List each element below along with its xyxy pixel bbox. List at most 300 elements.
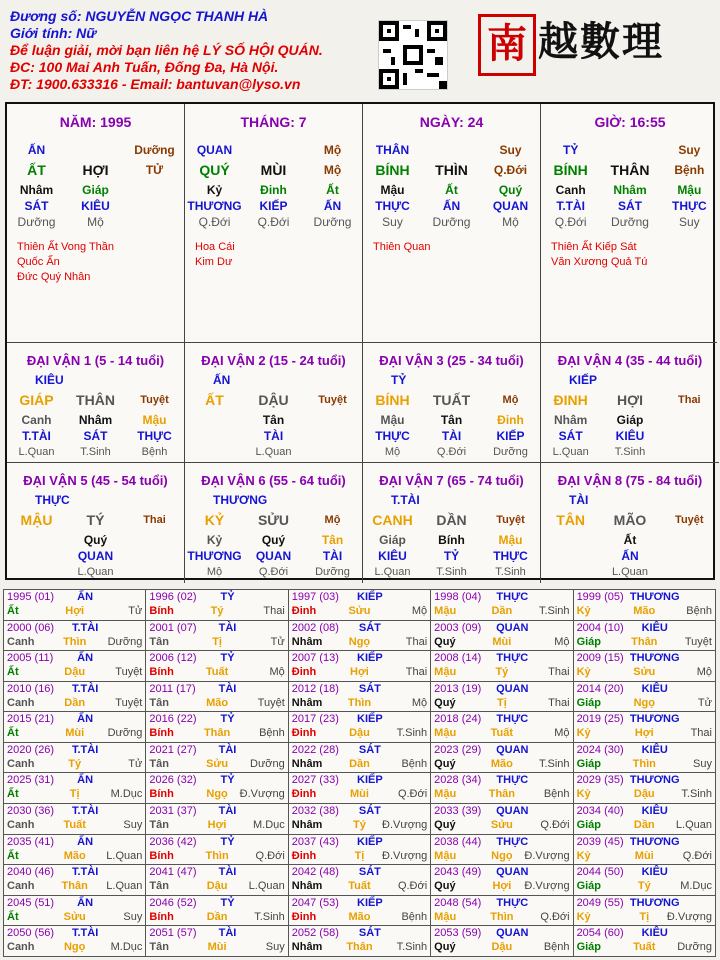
year-branch: Mùi	[349, 788, 369, 801]
address-line: ĐC: 100 Mai Anh Tuấn, Đống Đa, Hà Nội.	[10, 59, 279, 75]
hidden-stage: Suy	[678, 215, 700, 229]
year-label: 2047 (53)	[291, 896, 339, 909]
hidden-god: T.TÀI	[556, 199, 585, 213]
year-cell	[288, 926, 430, 957]
dai-van-grid	[7, 342, 717, 582]
year-stage: Mộ	[411, 696, 428, 709]
year-stage: Tử	[270, 635, 285, 648]
dv-hidden-stem: Đinh	[497, 413, 524, 427]
year-stem: Quý	[434, 880, 456, 893]
pillar-stage: Suy	[678, 143, 701, 157]
dv-hidden-stem	[541, 532, 600, 548]
year-cell	[288, 620, 430, 651]
dai-van-stem: GIÁP	[19, 392, 54, 408]
year-god: SÁT	[358, 927, 381, 940]
year-branch: Thân	[61, 880, 88, 893]
pillar-3	[541, 104, 719, 342]
year-god: THƯƠNG	[629, 713, 680, 726]
dai-van-4	[541, 343, 719, 463]
pillar-title: GIỜ: 16:55	[594, 114, 666, 130]
pillar-branch-stage: TỬ	[145, 163, 164, 177]
year-stage: T.Sinh	[681, 788, 712, 801]
pillar-branch: HỢI	[82, 162, 109, 178]
gender-label: Giới tính:	[10, 25, 73, 41]
dv-hidden-stem: Tân	[262, 413, 285, 427]
hidden-stem: Ất	[445, 183, 458, 197]
year-label: 2030 (36)	[7, 805, 55, 818]
year-god: KIÊU	[641, 805, 668, 818]
year-stem: Canh	[7, 819, 35, 832]
year-cell	[288, 712, 430, 743]
dai-van-2	[185, 343, 363, 463]
hidden-stem: Đinh	[260, 183, 287, 197]
year-god: THƯƠNG	[629, 896, 680, 909]
pillar-blank	[66, 142, 125, 158]
dai-van-stage: Mộ	[324, 514, 341, 526]
dv-hidden-stage	[541, 564, 600, 580]
year-stem: Quý	[434, 696, 456, 709]
year-stage: Suy	[123, 819, 143, 832]
year-cell	[288, 804, 430, 835]
dv-hidden-stem: Giáp	[379, 533, 406, 547]
dv-hidden-stage: T.Sinh	[495, 566, 526, 578]
dv-hidden-god: THƯƠNG	[187, 549, 242, 563]
dv-hidden-stem: Quý	[83, 533, 108, 547]
hidden-stage: Dưỡng	[17, 215, 56, 229]
year-stem: Ất	[7, 666, 19, 679]
pillar-god: QUAN	[196, 143, 233, 157]
year-label: 2029 (35)	[576, 774, 624, 787]
year-label: 2002 (08)	[291, 621, 339, 634]
year-god: QUAN	[496, 682, 529, 695]
dv-hidden-stage	[303, 444, 362, 460]
year-stage: Bệnh	[401, 757, 428, 770]
year-god: KIẾP	[357, 774, 383, 787]
year-god: TÀI	[218, 621, 237, 634]
year-stem: Mậu	[434, 788, 457, 801]
year-god: SÁT	[358, 805, 381, 818]
hidden-stem: Nhâm	[613, 183, 647, 197]
year-branch: Tý	[68, 757, 82, 770]
year-cell	[573, 804, 715, 835]
pillar-0	[7, 104, 185, 342]
year-god: THỰC	[496, 591, 529, 603]
dai-van-stage: Tuyệt	[675, 514, 704, 526]
year-label: 2052 (58)	[291, 927, 339, 940]
year-branch: Tuất	[490, 727, 514, 740]
year-branch: Dậu	[633, 788, 655, 801]
year-label: 2003 (09)	[434, 621, 482, 634]
year-stage: Đ.Vượng	[524, 880, 570, 893]
year-stem: Ất	[7, 605, 19, 617]
hidden-god: THỰC	[375, 199, 410, 213]
year-label: 2025 (31)	[7, 774, 55, 787]
hidden-stage: Dưỡng	[313, 215, 352, 229]
year-label: 2015 (21)	[7, 713, 55, 726]
year-branch: Ngọ	[348, 635, 371, 648]
year-branch: Tý	[637, 880, 651, 893]
pillar-blank	[244, 142, 303, 158]
year-label: 2000 (06)	[7, 621, 55, 634]
year-stage: Bệnh	[401, 910, 428, 923]
year-stage: Bệnh	[543, 941, 570, 954]
star-line: Thiên Ất Kiếp Sát	[551, 241, 637, 253]
year-branch: Sửu	[63, 910, 86, 923]
year-row	[4, 742, 716, 773]
year-branch: Sửu	[348, 605, 371, 617]
year-label: 2004 (10)	[576, 621, 624, 634]
hidden-god: KIẾP	[259, 199, 288, 213]
pillar-stem: BÍNH	[375, 162, 410, 178]
hidden-stage: Dưỡng	[432, 215, 471, 229]
dai-van-stage: Tuyệt	[140, 394, 169, 406]
dai-van-title: ĐẠI VẬN 2 (15 - 24 tuổi)	[201, 353, 346, 368]
year-stage: Thai	[405, 635, 428, 648]
year-stem: Bính	[149, 788, 174, 801]
year-branch: Hợi	[350, 666, 369, 679]
dv-hidden-stem: Giáp	[616, 413, 644, 427]
dai-van-title: ĐẠI VẬN 4 (35 - 44 tuổi)	[557, 353, 703, 368]
dai-van-branch: TUẤT	[432, 392, 471, 408]
dv-hidden-god	[660, 428, 719, 444]
pillar-branch: THÂN	[610, 162, 650, 178]
year-label: 2041 (47)	[149, 866, 197, 879]
year-label: 2020 (26)	[7, 743, 55, 756]
year-stage: Mộ	[411, 605, 428, 617]
year-cell	[4, 773, 146, 804]
year-label: 2012 (18)	[291, 682, 339, 695]
year-god: ẤN	[77, 774, 94, 787]
year-stem: Quý	[434, 941, 456, 954]
year-god: TỶ	[220, 835, 235, 848]
year-stem: Ất	[7, 849, 19, 862]
year-branch: Sửu	[633, 666, 656, 679]
year-stage: Đ.Vượng	[382, 849, 428, 862]
year-row	[4, 773, 716, 804]
year-branch: Thìn	[63, 635, 87, 648]
year-stem: Kỷ	[576, 849, 591, 862]
dv-hidden-stage: Mộ	[384, 446, 401, 458]
year-god: T.TÀI	[71, 682, 99, 695]
star-line: Thiên Quan	[373, 241, 431, 253]
year-cell	[4, 865, 146, 896]
hidden-god: ẤN	[323, 199, 342, 213]
year-stem: Bính	[149, 849, 174, 862]
dai-van-title: ĐẠI VẬN 8 (75 - 84 tuổi)	[557, 473, 703, 488]
year-stem: Ất	[7, 727, 19, 740]
year-label: 2011 (17)	[149, 682, 196, 695]
year-label: 2034 (40)	[576, 805, 624, 818]
contact-line: Để luận giải, mời bạn liên hệ LÝ SỐ HỘI QUÁN.	[10, 42, 323, 58]
year-branch: Tị	[212, 635, 222, 648]
year-cell	[4, 712, 146, 743]
year-cell	[4, 742, 146, 773]
year-branch: Ngọ	[206, 788, 228, 801]
year-cell	[146, 865, 288, 896]
year-cell	[288, 651, 430, 682]
header-info	[10, 8, 323, 93]
year-stage: L.Quan	[248, 880, 285, 893]
hidden-stage: Dưỡng	[611, 215, 649, 229]
dai-van-stage: Thai	[143, 514, 166, 526]
year-god: TÀI	[218, 743, 237, 756]
year-god: KIÊU	[641, 866, 668, 879]
year-label: 2035 (41)	[7, 835, 55, 848]
year-cell	[431, 773, 573, 804]
year-god: SÁT	[358, 682, 381, 695]
year-stage: Thai	[548, 696, 570, 709]
year-stage: Thai	[405, 666, 428, 679]
year-branch: Tuất	[633, 941, 656, 954]
year-branch: Sửu	[490, 819, 513, 832]
dv-hidden-stem: Ất	[623, 533, 637, 547]
dv-hidden-god: THỰC	[493, 549, 528, 563]
year-god: THƯƠNG	[629, 652, 680, 665]
year-stage: Tuyệt	[115, 696, 143, 709]
pillar-branch-stage: Bệnh	[674, 163, 705, 177]
year-stage: Dưỡng	[107, 727, 143, 740]
year-cell	[146, 926, 288, 957]
year-branch: Thân	[346, 941, 373, 954]
dai-van-god: KIẾP	[569, 373, 598, 387]
year-branch: Ngọ	[633, 696, 655, 709]
dv-hidden-god	[7, 548, 66, 564]
year-cell	[146, 895, 288, 926]
dv-hidden-stage: L.Quan	[374, 566, 411, 578]
dv-hidden-god: TỶ	[443, 549, 460, 563]
dai-van-branch: THÂN	[76, 392, 115, 408]
year-stem: Nhâm	[291, 757, 323, 770]
dv-hidden-stage	[660, 564, 719, 580]
dai-van-god: KIÊU	[35, 373, 64, 387]
year-stage: Tử	[128, 605, 143, 617]
pillar-stem: QUÝ	[199, 162, 230, 178]
owner-name: NGUYỄN NGỌC THANH HÀ	[85, 8, 269, 24]
dai-van-3	[363, 343, 541, 463]
year-stem: Quý	[434, 757, 456, 770]
year-stage: T.Sinh	[254, 910, 285, 923]
dv-hidden-god	[303, 428, 362, 444]
dai-van-stage: Thai	[678, 394, 701, 406]
year-cell	[4, 651, 146, 682]
dv-hidden-god: KIÊU	[615, 429, 645, 443]
year-cell	[431, 742, 573, 773]
dai-van-title: ĐẠI VẬN 1 (5 - 14 tuổi)	[26, 353, 165, 368]
year-cell	[573, 865, 715, 896]
dv-hidden-stem	[303, 412, 362, 428]
year-stem: Đinh	[291, 727, 317, 740]
year-god: THƯƠNG	[629, 835, 680, 848]
year-cell	[288, 742, 430, 773]
dv-hidden-stem	[125, 532, 184, 548]
year-label: 2022 (28)	[291, 743, 339, 756]
year-stem: Đinh	[291, 849, 317, 862]
year-cell	[146, 681, 288, 712]
year-branch: Mùi	[207, 941, 227, 954]
year-label: 2031 (37)	[149, 805, 197, 818]
year-label: 2036 (42)	[149, 835, 197, 848]
year-cell	[146, 651, 288, 682]
hidden-stage: Suy	[382, 215, 403, 229]
year-stage: Mộ	[696, 666, 712, 679]
dai-van-god: TỶ	[391, 373, 407, 387]
year-cell	[4, 895, 146, 926]
year-label: 2032 (38)	[291, 805, 339, 818]
dv-hidden-god: THỰC	[375, 429, 410, 443]
year-god: QUAN	[496, 743, 529, 756]
year-stage: Tuyệt	[115, 666, 143, 679]
year-branch: Tý	[210, 605, 224, 617]
year-god: QUAN	[496, 927, 529, 940]
gender-value: Nữ	[76, 25, 97, 41]
year-label: 2053 (59)	[434, 927, 482, 940]
year-god: TÀI	[218, 927, 237, 940]
dai-van-branch: MÃO	[613, 512, 647, 528]
year-cell	[288, 834, 430, 865]
year-branch: Hợi	[634, 727, 654, 740]
year-stem: Mậu	[434, 605, 457, 617]
year-branch: Mão	[348, 910, 371, 923]
dv-hidden-god	[125, 548, 184, 564]
year-branch: Sửu	[206, 757, 229, 770]
year-stem: Giáp	[576, 819, 602, 832]
year-god: THỰC	[496, 713, 529, 726]
year-branch: Tị	[496, 696, 507, 709]
dv-hidden-stem: Kỷ	[206, 533, 223, 547]
year-stage: Mộ	[554, 727, 570, 740]
hidden-stem: Giáp	[82, 183, 109, 197]
annual-table	[3, 589, 716, 957]
year-stem: Nhâm	[291, 941, 323, 954]
year-god: TỶ	[220, 896, 235, 909]
year-branch: Mão	[63, 849, 86, 862]
hidden-stage	[125, 214, 184, 230]
year-label: 2039 (45)	[576, 835, 624, 848]
hidden-stem: Mậu	[677, 183, 702, 197]
star-line: Văn Xương Quả Tú	[551, 256, 648, 268]
year-god: TÀI	[218, 682, 237, 695]
year-row	[4, 865, 716, 896]
year-cell	[288, 590, 430, 621]
year-branch: Tuất	[348, 880, 371, 893]
pillar-god: TỶ	[562, 143, 579, 157]
hidden-stage: Q.Đới	[198, 215, 231, 229]
year-god: KIÊU	[641, 682, 668, 695]
dai-van-branch: HỢI	[617, 392, 643, 408]
dai-van-god: THỰC	[35, 493, 70, 507]
hidden-god: THƯƠNG	[187, 199, 242, 213]
pillar-stem: BÍNH	[553, 162, 588, 178]
pillar-title: NGÀY: 24	[419, 114, 484, 130]
year-row	[4, 590, 716, 621]
year-label: 2046 (52)	[149, 896, 197, 909]
year-cell	[573, 651, 715, 682]
year-stem: Đinh	[291, 666, 317, 679]
year-branch: Tuất	[205, 666, 229, 679]
year-god: TÀI	[218, 866, 237, 879]
year-stage: L.Quan	[106, 849, 143, 862]
year-stem: Tân	[149, 635, 169, 648]
year-label: 2008 (14)	[434, 652, 482, 665]
year-branch: Dậu	[206, 880, 228, 893]
dv-hidden-stem: Mậu	[380, 413, 405, 427]
year-stem: Ất	[7, 788, 19, 801]
year-cell	[288, 895, 430, 926]
year-label: 2045 (51)	[7, 896, 55, 909]
year-god: THỰC	[496, 896, 529, 909]
year-cell	[573, 895, 715, 926]
year-label: 2023 (29)	[434, 743, 482, 756]
dv-hidden-stem: Nhâm	[553, 413, 588, 427]
year-stem: Bính	[149, 666, 174, 679]
year-cell	[431, 926, 573, 957]
year-stage: Dưỡng	[250, 757, 285, 770]
year-stem: Tân	[149, 819, 169, 832]
hidden-god: SÁT	[617, 199, 642, 213]
year-branch: Tị	[639, 910, 650, 923]
year-label: 2019 (25)	[576, 713, 624, 726]
year-branch: Thìn	[632, 757, 656, 770]
dv-hidden-stem	[7, 532, 66, 548]
year-god: SÁT	[358, 743, 381, 756]
year-cell	[4, 926, 146, 957]
year-stem: Canh	[7, 757, 35, 770]
year-stage: T.Sinh	[538, 605, 570, 617]
year-cell	[4, 834, 146, 865]
year-god: TÀI	[218, 805, 237, 818]
star-line: Đức Quý Nhân	[17, 271, 91, 283]
year-row	[4, 681, 716, 712]
year-stage: M.Dục	[110, 941, 143, 954]
year-god: TỶ	[220, 713, 235, 726]
year-stage: L.Quan	[106, 880, 143, 893]
year-stem: Mậu	[434, 666, 457, 679]
dv-hidden-god: TÀI	[322, 549, 343, 563]
dv-hidden-stage: T.Sinh	[614, 446, 646, 458]
dv-hidden-stage: L.Quan	[552, 446, 589, 458]
year-cell	[4, 620, 146, 651]
year-label: 2026 (32)	[149, 774, 197, 787]
year-label: 1999 (05)	[576, 591, 624, 603]
dv-hidden-stage: Mộ	[206, 566, 223, 578]
hidden-stem: Quý	[498, 183, 523, 197]
dai-van-stem: MẬU	[20, 512, 53, 528]
year-god: TỶ	[220, 774, 235, 787]
pillar-blank	[600, 142, 659, 158]
year-cell	[431, 681, 573, 712]
dai-van-title: ĐẠI VẬN 5 (45 - 54 tuổi)	[23, 473, 168, 488]
hidden-stage: Mộ	[502, 215, 519, 229]
year-stem: Bính	[149, 910, 174, 923]
year-stage: T.Sinh	[396, 941, 428, 954]
dv-hidden-stage	[125, 564, 184, 580]
hidden-stem	[125, 182, 184, 198]
year-god: SÁT	[358, 866, 381, 879]
hidden-god: SÁT	[24, 199, 49, 213]
dv-hidden-god: QUAN	[255, 549, 292, 563]
dv-hidden-stem: Mậu	[142, 413, 167, 427]
pillar-god: ẤN	[27, 143, 46, 157]
pillar-stem: ẤT	[27, 162, 46, 178]
year-cell	[573, 834, 715, 865]
year-cell	[431, 620, 573, 651]
year-god: KIẾP	[357, 835, 383, 848]
year-cell	[4, 804, 146, 835]
year-stage: Thai	[690, 727, 712, 740]
dv-hidden-god	[185, 428, 244, 444]
dv-hidden-stem: Tân	[321, 533, 344, 547]
year-stem: Giáp	[576, 635, 602, 648]
